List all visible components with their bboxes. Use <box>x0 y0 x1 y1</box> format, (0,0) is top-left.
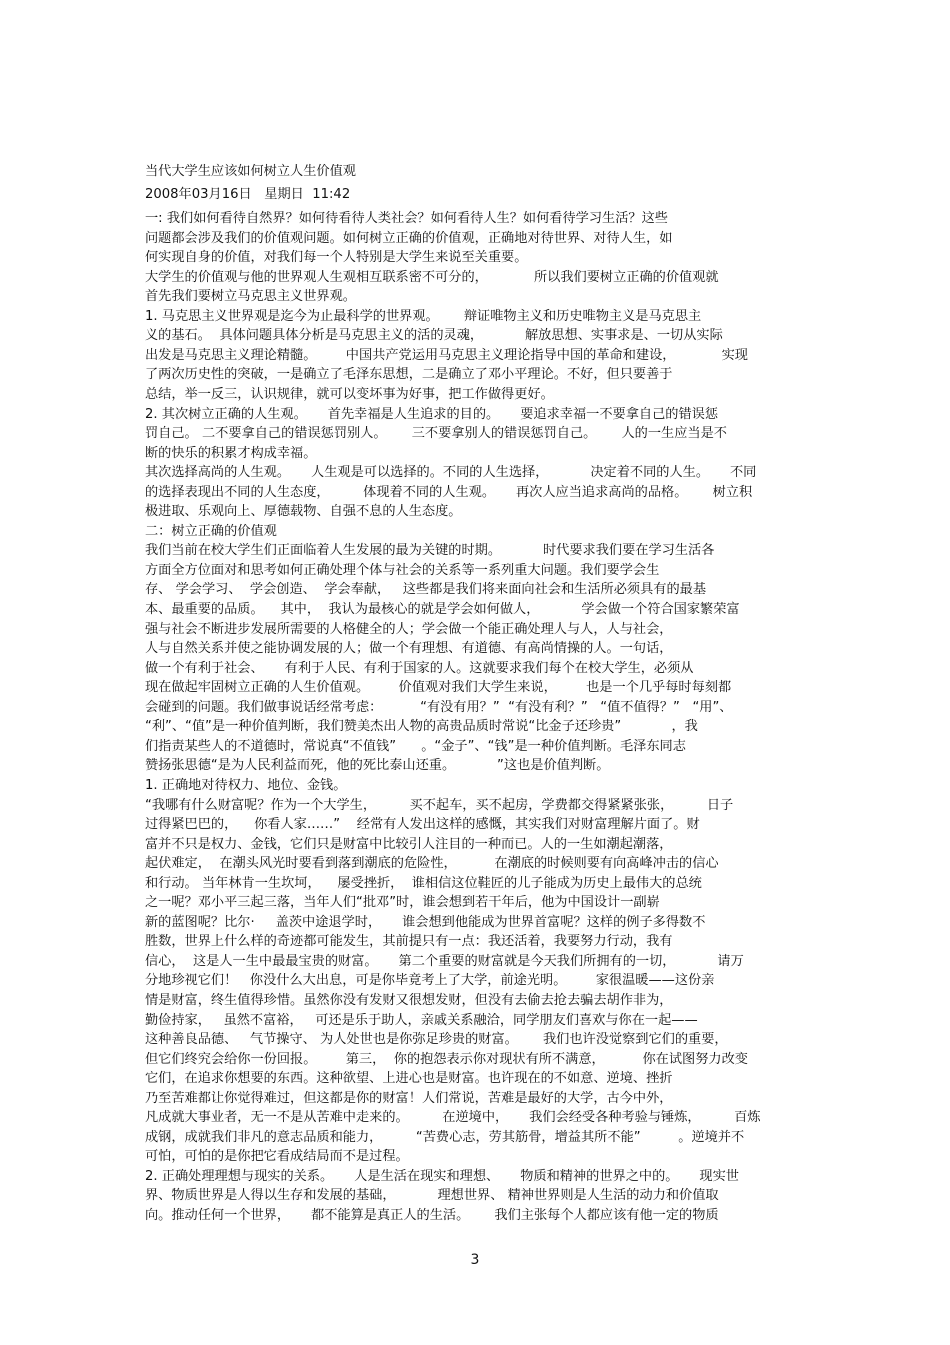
text-line: 富并不只是权力、金钱，它们只是财富中比较引人注目的一种而已。人的一生如潮起潮落， <box>145 836 673 852</box>
text-line: 可怕，可怕的是你把它看成结局而不是过程。 <box>145 1149 409 1165</box>
text-line: 首先我们要树立马克思主义世界观。 <box>145 289 356 305</box>
text-line: 赞扬张思德“是为人民利益而死，他的死比泰山还重。 ”这也是价值判断。 <box>145 758 610 774</box>
text-line: 断的快乐的积累才构成幸福。 <box>145 445 317 461</box>
text-line: 乃至苦难都让你觉得难过，但这都是你的财富！人们常说，苦难是最好的大学，古今中外， <box>145 1090 673 1106</box>
text-line: 人与自然关系并使之能协调发展的人；做一个有理想、有道德、有高尚情操的人。一句话， <box>145 641 673 657</box>
text-line: 和行动。 当年林肯一生坎坷， 屡受挫折， 谁相信这位鞋匠的儿子能成为历史上最伟大的总统 <box>145 875 702 891</box>
text-line: 强与社会不断进步发展所需要的人格健全的人；学会做一个能正确处理人与人，人与社会， <box>145 621 673 637</box>
document-content <box>145 162 809 1226</box>
text-line: 勤俭持家， 虽然不富裕， 可还是乐于助人，亲戚关系融洽，同学朋友们喜欢与你在一起—— <box>145 1012 698 1028</box>
text-line: 们指责某些人的不道德时，常说真“不值钱” 。“金子”、“钱”是一种价值判断。毛泽东同志 <box>145 738 686 754</box>
text-line: 会碰到的问题。我们做事说话经常考虑： “有没有用？” “有没有利？” “值不值得？” “用”、 <box>145 699 733 715</box>
text-line: 新的蓝图呢？比尔· 盖茨中途退学时， 谁会想到他能成为世界首富呢？这样的例子多得数不 <box>145 914 706 930</box>
text-line: 存、 学会学习、 学会创造、 学会奉献， 这些都是我们将来面向社会和生活所必须具有的最基 <box>145 582 707 598</box>
text-line: 大学生的价值观与他的世界观人生观相互联系密不可分的， 所以我们要树立正确的价值观就 <box>145 269 719 285</box>
document-title: 当代大学生应该如何树立人生价值观 <box>145 164 356 179</box>
text-line: 胜数，世界上什么样的奇迹都可能发生，其前提只有一点：我还活着，我要努力行动，我有 <box>145 934 673 950</box>
text-line: 它们，在追求你想要的东西。这种欲望、上进心也是财富。也许现在的不如意、逆境、挫折 <box>145 1071 673 1087</box>
text-line: 极进取、乐观向上、厚德载物、自强不息的人生态度。 <box>145 504 462 520</box>
text-line: 凡成就大事业者，无一不是从苦难中走来的。 在逆境中， 我们会经受各种考验与锤炼， 百炼 <box>145 1110 761 1126</box>
text-line: 出发是马克思主义理论精髓。 中国共产党运用马克思主义理论指导中国的革命和建设， 实现 <box>145 347 748 363</box>
text-line: 情是财富，终生值得珍惜。虽然你没有发财又很想发财，但没有去偷去抢去骗去胡作非为， <box>145 992 673 1008</box>
text-line: 义的基石。 具体问题具体分析是马克思主义的活的灵魂， 解放思想、实事求是、一切从实际 <box>145 328 723 344</box>
document-date: 2008年03月16日 星期日 11:42 <box>145 186 351 202</box>
page-number: 3 <box>470 1252 480 1268</box>
text-line: 现在做起牢固树立正确的人生价值观。 价值观对我们大学生来说， 也是一个几乎每时每刻都 <box>145 680 732 696</box>
text-line: 过得紧巴巴的， 你看人家……” 经常有人发出这样的感慨，其实我们对财富理解片面了。财 <box>145 817 700 833</box>
text-line: 1. 马克思主义世界观是迄今为止最科学的世界观。 辩证唯物主义和历史唯物主义是马克思主 <box>145 308 702 324</box>
text-line: 2. 其次树立正确的人生观。 首先幸福是人生追求的目的。 要追求幸福一不要拿自己的错误惩 <box>145 406 719 422</box>
text-line: 起伏难定， 在潮头风光时要看到落到潮底的危险性， 在潮底的时候则要有向高峰冲击的信心 <box>145 856 719 872</box>
text-line: 之一呢？邓小平三起三落，当年人们“批邓”时，谁会想到若干年后，他为中国设计一副崭 <box>145 895 660 911</box>
document-body <box>145 209 809 1225</box>
text-line: 做一个有利于社会、 有利于人民、有利于国家的人。这就要求我们每个在校大学生，必须从 <box>145 660 694 676</box>
text-line: 罚自己。 二不要拿自己的错误惩罚别人。 三不要拿别人的错误惩罚自己。 人的一生应当是不 <box>145 426 727 442</box>
text-line: 一: 我们如何看待自然界？如何待看待人类社会？如何看待人生？如何看待学习生活？这些 <box>145 211 668 227</box>
text-line: 界、物质世界是人得以生存和发展的基础， 理想世界、 精神世界则是人生活的动力和价值取 <box>145 1188 719 1204</box>
text-line: 的选择表现出不同的人生态度， 体现着不同的人生观。 再次人应当追求高尚的品格。 树立积 <box>145 484 753 500</box>
text-line: 何实现自身的价值，对我们每一个人特别是大学生来说至关重要。 <box>145 250 528 266</box>
text-line: 本、最重要的品质。 其中， 我认为最核心的就是学会如何做人， 学会做一个符合国家繁荣富 <box>145 602 740 618</box>
text-line: 其次选择高尚的人生观。 人生观是可以选择的。不同的人生选择， 决定着不同的人生。 不同 <box>145 465 757 481</box>
text-line: 2. 正确处理理想与现实的关系。 人是生活在现实和理想、 物质和精神的世界之中的。 现实世 <box>145 1168 739 1184</box>
text-line: 这种善良品德、 气节操守、 为人处世也是你弥足珍贵的财富。 我们也许没觉察到它们的重要， <box>145 1032 728 1048</box>
text-line: 我们当前在校大学生们正面临着人生发展的最为关键的时期。 时代要求我们要在学习生活各 <box>145 543 715 559</box>
text-line: 了两次历史性的突破，一是确立了毛泽东思想，二是确立了邓小平理论。不好，但只要善于 <box>145 367 673 383</box>
text-line: “利”、“值”是一种价值判断，我们赞美杰出人物的高贵品质时常说“比金子还珍贵” ，我 <box>145 719 698 735</box>
text-line: 二：树立正确的价值观 <box>145 523 277 539</box>
text-line: 方面全方位面对和思考如何正确处理个体与社会的关系等一系列重大问题。我们要学会生 <box>145 562 660 578</box>
text-line: 向。推动任何一个世界， 都不能算是真正人的生活。 我们主张每个人都应该有他一定的物质 <box>145 1207 719 1223</box>
text-line: 问题都会涉及我们的价值观问题。如何树立正确的价值观，正确地对待世界、对待人生，如 <box>145 230 673 246</box>
text-line: “我哪有什么财富呢？作为一个大学生， 买不起车，买不起房，学费都交得紧紧张张， 日子 <box>145 797 734 813</box>
text-line: 1. 正确地对待权力、地位、金钱。 <box>145 777 347 793</box>
text-line: 信心， 这是人一生中最最宝贵的财富。 第二个重要的财富就是今天我们所拥有的一切， 请万 <box>145 953 744 969</box>
text-line: 分地珍视它们！ 你没什么大出息，可是你毕竟考上了大学，前途光明。 家很温暖——这份亲 <box>145 973 715 989</box>
text-line: 但它们终究会给你一份回报。 第三， 你的抱怨表示你对现状有所不满意， 你在试图努力改变 <box>145 1051 748 1067</box>
text-line: 总结，举一反三，认识规律，就可以变坏事为好事，把工作做得更好。 <box>145 387 554 403</box>
text-line: 成钢，成就我们非凡的意志品质和能力， “苦费心志，劳其筋骨，增益其所不能” 。逆境并不 <box>145 1129 745 1145</box>
